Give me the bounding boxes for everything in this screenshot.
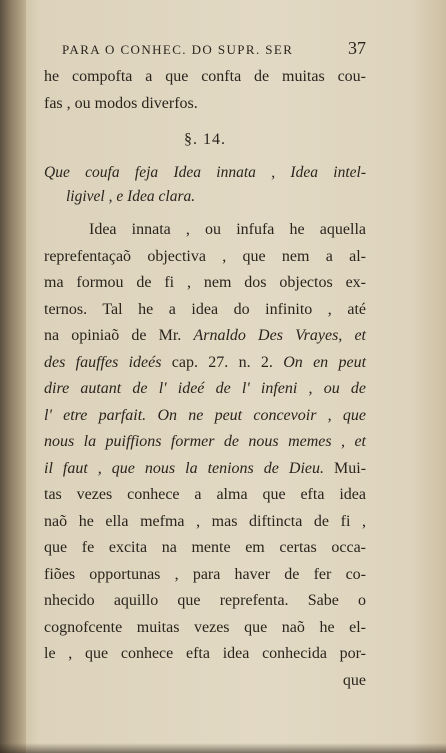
italic-span: Arnaldo Des Vrayes, et	[193, 327, 366, 344]
text-line: naõ he ella mefma , mas diftincta de fi ,	[44, 512, 366, 530]
text-line: que fe excita na mente em certas occa-	[44, 539, 366, 556]
italic-span: On ne peut concevoir , que	[157, 406, 367, 424]
text-line: fiões opportunas , para haver de fer co-	[44, 565, 366, 583]
text-span: na opiniaõ de Mr.	[44, 327, 182, 344]
text-line: le , que conhece efta idea conhecida por-	[44, 645, 366, 662]
catchword: que	[342, 671, 366, 689]
text-line	[44, 403, 366, 430]
section-mark: §. 14.	[184, 131, 226, 148]
running-head	[44, 38, 366, 64]
text-line: tas vezes conhece a alma que efta idea	[44, 486, 366, 503]
text-line: reprefentaçaõ objectiva , que nem a al-	[44, 247, 366, 265]
section-heading	[44, 161, 366, 209]
italic-span: des fauffes ideés	[44, 353, 162, 371]
text-line: dire autant de l' ideé de l' infeni , ou de	[44, 380, 366, 397]
heading-line: Que coufa feja Idea innata , Idea intel-	[44, 164, 366, 181]
text-line: nhecido aquillo que reprefenta. Sabe o	[44, 592, 366, 609]
heading-line: ligivel , e Idea clara.	[66, 188, 196, 205]
book-page	[44, 38, 366, 694]
text-span: Mui-	[334, 459, 367, 477]
text-line: nous la puiffions former de nous memes , et	[44, 433, 366, 450]
text-line: he compofta a que confta de muitas cou-	[44, 68, 366, 85]
text-line	[44, 350, 366, 377]
text-line	[44, 456, 366, 483]
page-bottom-shadow	[0, 743, 446, 753]
text-line	[44, 323, 366, 350]
text-line: Idea innata , ou infufa he aquella	[89, 221, 366, 238]
italic-span: l' etre parfait.	[44, 406, 147, 424]
paragraph	[44, 217, 366, 694]
text-line: cognofcente muitas vezes que naõ he el-	[44, 618, 366, 636]
italic-span: On en peut	[283, 353, 367, 371]
text-line: ma formou de fi , nem dos objectos ex-	[44, 274, 366, 291]
page-number: 37	[348, 38, 366, 58]
text-line: ternos. Tal he a idea do infinito , até	[44, 300, 366, 318]
text-span: cap. 27. n. 2.	[171, 353, 273, 371]
text-line: fas , ou modos diverfos.	[44, 94, 198, 112]
continuation-text	[44, 64, 366, 117]
running-head-title: PARA O CONHEC. DO SUPR. SER	[62, 42, 294, 57]
page-gutter-shadow	[0, 0, 26, 753]
italic-span: il faut , que nous la tenions de Dieu.	[44, 459, 324, 477]
